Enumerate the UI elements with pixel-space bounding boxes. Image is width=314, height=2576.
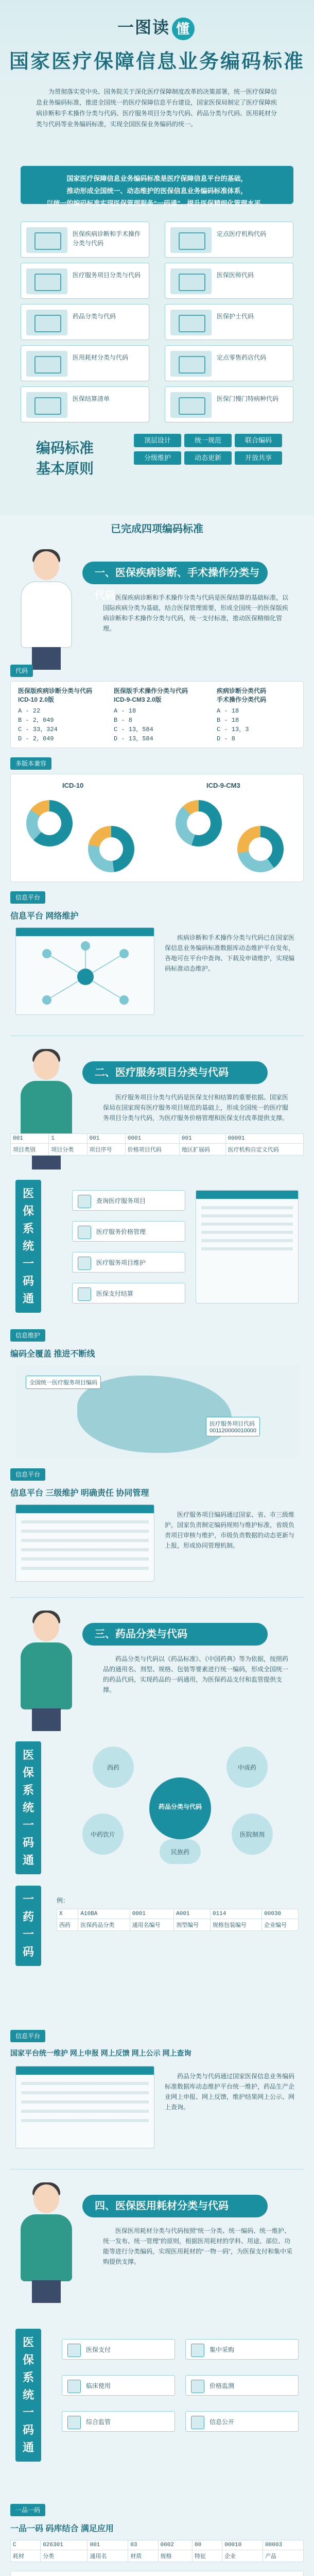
section-4-code-table xyxy=(10,2540,304,2562)
table-row xyxy=(11,1134,304,1144)
principle-item: 动态更新 xyxy=(184,451,232,465)
table-cell: 00 xyxy=(192,2540,222,2550)
hero-title: 国家医疗保障信息业务编码标准 xyxy=(9,51,305,73)
table-cell: 0002 xyxy=(158,2540,192,2550)
section-2-platform-title: 信息平台 三级维护 明确责任 协同管理 xyxy=(10,1489,149,1498)
section-3-vertical-label-2: 一 药 一 码 xyxy=(15,1886,41,1966)
chart-left-title: ICD-10 xyxy=(62,782,84,789)
principles-title: 编码标准 基本原则 xyxy=(36,440,94,477)
section-2-card: 查询医疗服务项目 xyxy=(72,1190,185,1211)
table-cell: 地区扩展码 xyxy=(179,1144,225,1156)
section-4-code-list-panel xyxy=(10,2571,304,2576)
code-right-lines xyxy=(114,706,153,743)
bubble xyxy=(93,1747,134,1788)
screenshot-row xyxy=(201,1223,293,1226)
section-1-code-panel xyxy=(10,681,304,748)
principle-item: 联合编码 xyxy=(235,434,282,447)
section-4-card: 信息公开 xyxy=(185,2411,299,2432)
person-illustration xyxy=(10,1613,82,1731)
hero-card-left-3 xyxy=(21,345,149,381)
hero-card-text: 药品分类与代码 xyxy=(73,313,116,320)
screenshot-row xyxy=(201,1231,293,1234)
table-cell: 规格包装编号 xyxy=(210,1919,261,1931)
code-line: A - 18 xyxy=(114,707,136,715)
table-row xyxy=(11,2550,304,2562)
table-cell: 企业编号 xyxy=(262,1919,299,1931)
code-far-right-lines xyxy=(217,706,249,743)
code-line: D - 2，049 xyxy=(18,735,54,742)
table-cell: 企业 xyxy=(222,2550,263,2562)
screenshot-row xyxy=(21,1539,149,1542)
table-cell: 0001 xyxy=(130,1909,174,1919)
table-cell: 001 xyxy=(11,1134,49,1144)
platform-screenshot xyxy=(15,927,154,1015)
principles-block xyxy=(36,428,278,500)
done-banner: 已完成四项编码标准 xyxy=(111,523,203,535)
code-line: C - 33，324 xyxy=(18,726,58,733)
section-3-number: 三 xyxy=(95,1629,105,1640)
table-cell: C xyxy=(11,2540,41,2550)
table-cell: 医保药品分类 xyxy=(78,1919,130,1931)
principles-list xyxy=(134,434,288,469)
table-cell: 00001 xyxy=(225,1134,303,1144)
table-cell: 0114 xyxy=(210,1909,261,1919)
table-cell: 项目序号 xyxy=(87,1144,125,1156)
card-illustration-icon xyxy=(26,351,67,377)
screenshot-bar xyxy=(196,1191,298,1199)
donut-chart-icon xyxy=(26,800,73,846)
section-4-card: 集中采购 xyxy=(185,2339,299,2360)
table-cell: 00003 xyxy=(263,2540,304,2550)
table-cell: 价格项目代码 xyxy=(125,1144,179,1156)
section-1-title: 医保疾病诊断、手术操作分类与代码 xyxy=(95,567,259,601)
section-4-title: 医保医用耗材分类与代码 xyxy=(115,2200,229,2212)
code-line: B - 2，049 xyxy=(18,717,54,724)
hero-kicker-text: 一图读 xyxy=(117,18,170,37)
bubble-label: 医院制剂 xyxy=(239,1831,265,1838)
hero-kicker xyxy=(0,14,314,40)
head-shape xyxy=(33,1613,59,1641)
yima-code-table xyxy=(57,1909,299,1931)
section-3-header: 三、药品分类与代码 xyxy=(82,1623,268,1646)
section-4-code-subtitle: 一品一码 码库结合 满足应用 xyxy=(10,2524,114,2533)
code-line: A - 18 xyxy=(217,707,239,715)
section-1-body: 医保疾病诊断和手术操作分类与代码是医保结算的基础标准，以国际疾病分类为基础，结合医保管理需要，形成全国统一的医保版疾病诊断和手术操作分类与代码，统一支付标准，推动医保精细化管理。 xyxy=(103,594,289,632)
hero-card-text: 医保疾病诊断和手术操作分类与代码 xyxy=(73,230,141,247)
hero-card-text: 医保结算清单 xyxy=(73,395,110,402)
section-3-title: 药品分类与代码 xyxy=(115,1629,187,1640)
table-cell: 材质 xyxy=(128,2550,158,2562)
section-1-number: 一 xyxy=(95,567,105,579)
section-2-card: 医疗服务价格管理 xyxy=(72,1221,185,1242)
bubble-label: 西药 xyxy=(107,1764,119,1771)
section-2-platform-body: 医疗服务项目编码通过国家、省、市三级维护，国家负责制定编码规则与维护标准，省级负责项目审核与维护，市级负责数据的动态更新与上报，形成协同管理机制。 xyxy=(165,1511,295,1549)
map-label: 全国统一医疗服务项目编码 xyxy=(26,1376,101,1389)
code-far-right-title: 疾病诊断分类代码 手术操作分类代码 xyxy=(217,687,267,703)
hero-card-text: 医用耗材分类与代码 xyxy=(73,354,129,361)
screenshot-row xyxy=(201,1239,293,1242)
donut-chart-icon xyxy=(88,826,134,872)
principle-item: 顶层设计 xyxy=(134,434,181,447)
section-4-card: 医保支付 xyxy=(62,2339,175,2360)
section-3-platform-screenshot xyxy=(15,2066,154,2148)
code-line: D - 8 xyxy=(217,735,236,742)
card-illustration-icon xyxy=(170,227,212,253)
principle-item: 开放共享 xyxy=(235,451,282,465)
hero-card-right-2 xyxy=(165,304,293,340)
section-4-code-tag: 一品一码 xyxy=(10,2504,45,2516)
table-cell: 001 xyxy=(88,2540,128,2550)
section-4-number: 四 xyxy=(95,2200,105,2212)
divider xyxy=(10,2169,304,2170)
hero-card-text: 医保门慢门特病种代码 xyxy=(217,395,279,402)
legs-shape xyxy=(32,2280,61,2303)
table-cell: 耗材 xyxy=(11,2550,41,2562)
hero-section xyxy=(0,0,314,515)
bubble-label: 中成药 xyxy=(237,1764,256,1771)
section-2-platform-screenshot xyxy=(15,1504,154,1582)
hero-banner xyxy=(21,166,293,207)
section-2-card: 医保支付结算 xyxy=(72,1283,185,1303)
screenshot-row xyxy=(21,2100,149,2104)
section-1-header: 一、医保疾病诊断、手术操作分类与代码 xyxy=(82,562,268,584)
code-line: C - 13，3 xyxy=(217,726,249,733)
screenshot-row xyxy=(21,1567,149,1570)
screenshot-row xyxy=(201,1247,293,1250)
hero-card-text: 医疗服务项目分类与代码 xyxy=(73,272,141,279)
hero-card-left-4 xyxy=(21,386,149,422)
table-cell: 产品 xyxy=(263,2550,304,2562)
section-3-bubble-cluster xyxy=(62,1736,299,1865)
section-1-multi-tag: 多版本兼容 xyxy=(10,757,51,770)
hero-card-text: 定点零售药店代码 xyxy=(217,354,267,361)
divider xyxy=(10,1597,304,1598)
section-2-card: 医疗服务项目维护 xyxy=(72,1252,185,1273)
person-illustration xyxy=(10,2184,82,2303)
table-cell: 特征 xyxy=(192,2550,222,2562)
section-3-body: 药品分类与代码以《药品标准》、《中国药典》等为依据，按照药品的通用名、剂型、规格、包装等要素进行统一编码，形成全国统一的药品代码，实现药品的一码通用，为医保药品支付和监管提供支撑。 xyxy=(103,1655,289,1693)
section-2-header: 二、医疗服务项目分类与代码 xyxy=(82,1061,268,1084)
screenshot-row xyxy=(201,1206,293,1209)
section-2-screenshot xyxy=(196,1190,299,1303)
section-1-platform-tag: 信息平台 xyxy=(10,891,45,904)
table-cell: 项目分类 xyxy=(49,1144,87,1156)
section-3-platform-tag: 信息平台 xyxy=(10,2030,45,2042)
section-4-header: 四、医保医用耗材分类与代码 xyxy=(82,2195,268,2217)
table-cell: 通用名编号 xyxy=(130,1919,174,1931)
table-cell: 医疗机构自定义代码 xyxy=(225,1144,303,1156)
coat-shape xyxy=(21,1642,72,1709)
table-cell: 0001 xyxy=(125,1134,179,1144)
legs-shape xyxy=(32,647,61,670)
hero-card-left-2 xyxy=(21,304,149,340)
hero-card-text: 医保护士代码 xyxy=(217,313,254,320)
bubble xyxy=(226,1747,268,1788)
hero-card-text: 定点医疗机构代码 xyxy=(217,230,267,238)
section-2-platform-tag: 信息平台 xyxy=(10,1468,45,1481)
center-bubble-label: 药品分类与代码 xyxy=(158,1803,202,1810)
section-2-code-table xyxy=(10,1133,304,1156)
code-left-lines xyxy=(18,706,58,743)
card-illustration-icon xyxy=(170,310,212,335)
code-line: A - 22 xyxy=(18,707,41,715)
table-cell: 分类 xyxy=(41,2550,88,2562)
table-cell: A001 xyxy=(174,1909,211,1919)
code-line: C - 13，584 xyxy=(114,726,153,733)
head-shape xyxy=(33,2184,59,2213)
table-cell: 001 xyxy=(87,1134,125,1144)
section-2-map-tag: 信息维护 xyxy=(10,1329,45,1342)
table-cell: X xyxy=(57,1909,78,1919)
screenshot-row xyxy=(21,1548,149,1551)
principle-item: 统一规范 xyxy=(184,434,232,447)
bubble-label: 民族药 xyxy=(170,1849,189,1856)
table-row xyxy=(57,1909,299,1919)
table-cell: 通用名 xyxy=(88,2550,128,2562)
center-bubble xyxy=(149,1777,211,1839)
section-2-title: 医疗服务项目分类与代码 xyxy=(115,1067,229,1078)
section-4-card: 价格监测 xyxy=(185,2375,299,2396)
code-line: D - 13，584 xyxy=(114,735,153,742)
china-map xyxy=(15,1365,299,1458)
table-cell: 00030 xyxy=(262,1909,299,1919)
section-3-platform-body: 药品分类与代码通过国家医保信息业务编码标准数据库动态维护平台统一维护，药品生产企业网上申报、网上反馈，维护结果网上公示、网上查询。 xyxy=(165,2073,295,2111)
table-row xyxy=(11,1144,304,1156)
table-cell: 剂型编号 xyxy=(174,1919,211,1931)
hero-intro: 为贯彻落实党中央、国务院关于深化医疗保障制度改革的决策部署，统一医疗保障信息业务编码标准，推进全国统一的医疗保障信息平台建设，国家医保局制定了医疗保障疾病诊断和手术操作分类与代码、医疗服务项目分类与代码、药品分类与代码、医用耗材分类与代码等业务编码标准，实现全国医保业务编码的统一。 xyxy=(36,88,277,128)
code-line: B - 18 xyxy=(217,717,239,724)
screenshot-row xyxy=(21,1520,149,1523)
hero-card-right-0 xyxy=(165,222,293,258)
hero-kicker-badge: 懂 xyxy=(172,18,195,40)
section-2-map-subtitle: 编码全覆盖 推进不断线 xyxy=(10,1350,95,1359)
code-right-title: 医保版手术操作分类与代码 ICD-9-CM3 2.0版 xyxy=(114,687,188,703)
table-cell: 001 xyxy=(179,1134,225,1144)
chart-right-title: ICD-9-CM3 xyxy=(206,782,240,789)
table-cell: 1 xyxy=(49,1134,87,1144)
section-3-vertical-label: 医 保 系 统 一 码 通 xyxy=(15,1741,41,1874)
screenshot-bar xyxy=(16,2066,154,2075)
screenshot-row xyxy=(201,1214,293,1217)
hero-card-left-1 xyxy=(21,263,149,299)
principle-item: 分级维护 xyxy=(134,451,181,465)
card-illustration-icon xyxy=(170,351,212,377)
bubble-label: 中药饮片 xyxy=(90,1831,115,1838)
section-1-platform-body: 疾病诊断和手术操作分类与代码已在国家医保信息业务编码标准数据库动态维护平台发布，各地可在平台中查询、下载及申请维护，实现编码标准动态维护。 xyxy=(165,934,295,972)
section-4-vertical-label: 医 保 系 统 一 码 通 xyxy=(15,2329,41,2462)
section-1-charts-panel xyxy=(10,774,304,882)
table-row xyxy=(57,1919,299,1931)
screenshot-row xyxy=(21,2091,149,2094)
table-cell: 西药 xyxy=(57,1919,78,1931)
section-4-body: 医保医用耗材分类与代码按照“统一分类、统一编码、统一维护、统一发布、统一管理”的原则，根据医用耗材的学科、用途、部位、功能等进行分类编码，实现医用耗材的“一物一码”，为医保支付和集中采购提供支撑。 xyxy=(103,2227,292,2265)
table-cell: 规格 xyxy=(158,2550,192,2562)
screenshot-bar xyxy=(16,1505,154,1513)
legs-shape xyxy=(32,1708,61,1731)
code-line: B - 8 xyxy=(114,717,133,724)
card-illustration-icon xyxy=(26,268,67,294)
table-cell: 026301 xyxy=(41,2540,88,2550)
donut-chart-icon xyxy=(176,800,222,846)
hero-card-right-3 xyxy=(165,345,293,381)
bubble xyxy=(82,1814,124,1855)
head-shape xyxy=(33,1051,59,1080)
card-illustration-icon xyxy=(26,392,67,418)
yima-example-label: 例： xyxy=(57,1897,69,1904)
card-illustration-icon xyxy=(26,310,67,335)
screenshot-row xyxy=(21,2119,149,2122)
hero-card-text: 医保医师代码 xyxy=(217,272,254,279)
section-4-card: 临床使用 xyxy=(62,2375,175,2396)
coat-shape xyxy=(21,2214,72,2281)
screenshot-row xyxy=(21,2082,149,2085)
screenshot-row xyxy=(21,1530,149,1533)
screenshot-row xyxy=(21,2110,149,2113)
code-left-title: 医保版疾病诊断分类与代码 ICD-10 2.0版 xyxy=(18,687,93,703)
table-cell: 03 xyxy=(128,2540,158,2550)
coat-shape xyxy=(21,581,72,648)
card-illustration-icon xyxy=(170,392,212,418)
hero-card-left-0 xyxy=(21,222,149,258)
section-1-code-tag: 代码 xyxy=(10,665,33,677)
section-1-platform-title: 信息平台 网络维护 xyxy=(10,912,79,921)
hero-card-right-4 xyxy=(165,386,293,422)
hero-card-right-1 xyxy=(165,263,293,299)
section-4-card: 综合监管 xyxy=(62,2411,175,2432)
hero-banner-text: 国家医疗保障信息业务编码标准是医疗保障信息平台的基础， 推动形成全国统一、动态维护的医保信息业务编码标准体系， 以统一的编码标准实现医保管理服务“一码通”，提升医保精细化管理水平。 xyxy=(46,175,268,207)
card-illustration-icon xyxy=(170,268,212,294)
screenshot-row xyxy=(21,1557,149,1561)
network-diagram-icon xyxy=(16,928,154,1015)
table-cell: 00010 xyxy=(222,2540,263,2550)
head-shape xyxy=(33,551,59,580)
donut-chart-icon xyxy=(237,826,284,872)
section-2-vertical-label: 医 保 系 统 一 码 通 xyxy=(15,1180,41,1313)
table-cell: A10BA xyxy=(78,1909,130,1919)
doctor-illustration xyxy=(10,551,82,670)
section-2-number: 二 xyxy=(95,1067,105,1078)
section-3-platform-title: 国家平台统一维护 网上申报 网上反馈 网上公示 网上查询 xyxy=(10,2049,191,2057)
card-illustration-icon xyxy=(26,227,67,253)
table-row xyxy=(11,2540,304,2550)
bubble xyxy=(160,1839,201,1864)
map-label: 医疗服务项目代码 001120000010000 xyxy=(206,1417,260,1436)
section-2-body: 医疗服务项目分类与代码是医保支付和结算的重要依据。国家医保局在国家现有医疗服务项目规范的基础上，形成全国统一的医疗服务项目分类与代码，为医疗服务价格管理和医保支付改革提供支撑。 xyxy=(103,1094,289,1122)
table-cell: 项目类别 xyxy=(11,1144,49,1156)
bubble xyxy=(232,1814,273,1855)
